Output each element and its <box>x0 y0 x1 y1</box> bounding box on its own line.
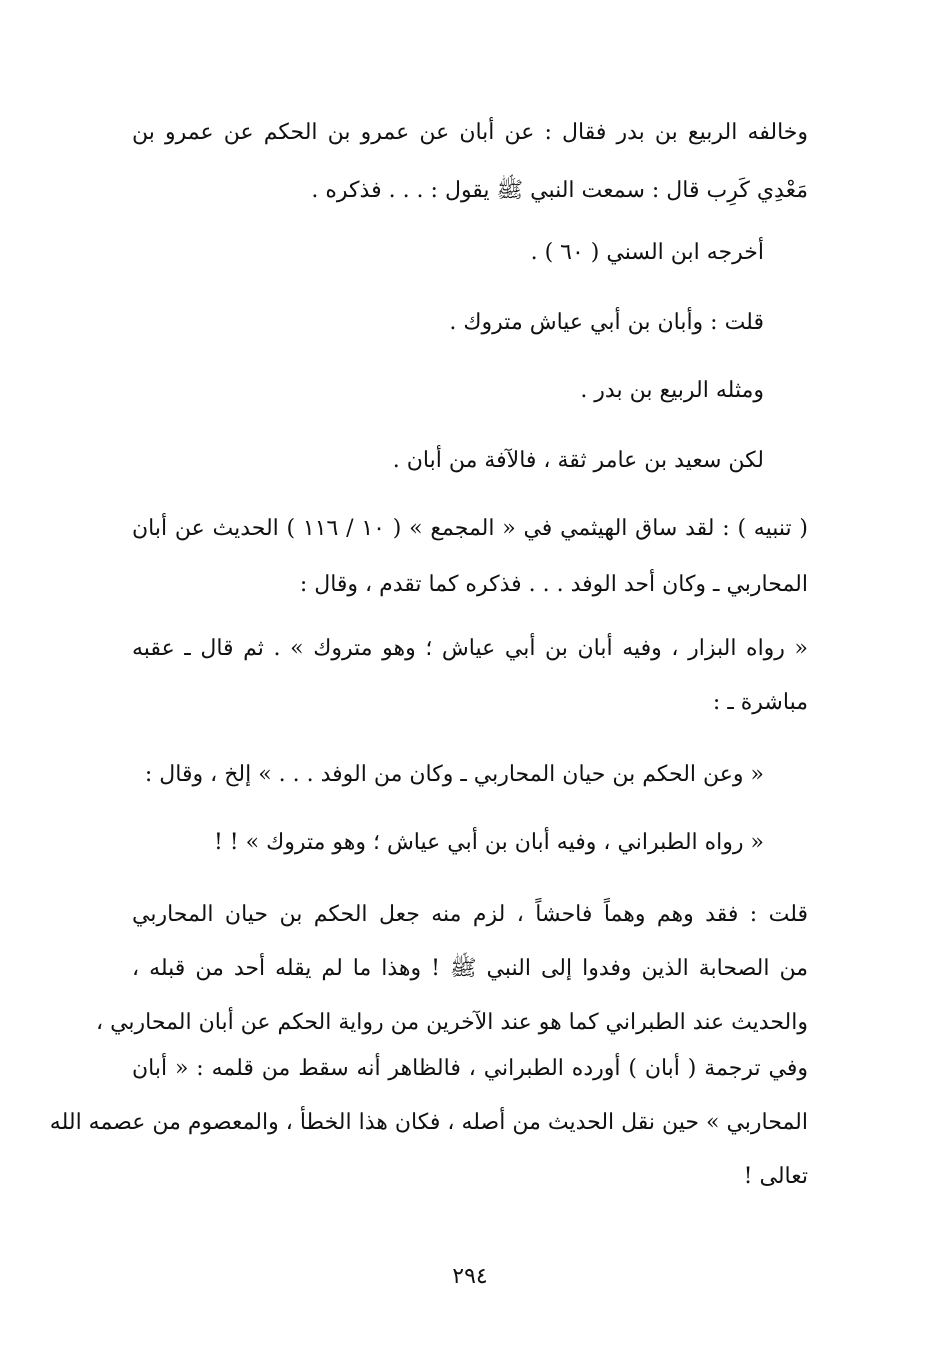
paragraph-10-line-1: قلت : فقد وهم وهماً فاحشاً ، لزم منه جعل الحكم بن حيان المحاربي <box>132 902 808 927</box>
paragraph-3: قلت : وأبان بن أبي عياش متروك . <box>449 310 764 335</box>
paragraph-8: « وعن الحكم بن حيان المحاربي ـ وكان من الوفد . . . » إلخ ، وقال : <box>144 762 764 787</box>
paragraph-10-line-4: وفي ترجمة ( أبان ) أورده الطبراني ، فالظاهر أنه سقط من قلمه : « أبان <box>132 1056 808 1081</box>
paragraph-10-line-3: والحديث عند الطبراني كما هو عند الآخرين من رواية الحكم عن أبان المحاربي ، <box>95 1010 808 1035</box>
paragraph-5: لكن سعيد بن عامر ثقة ، فالآفة من أبان . <box>392 448 764 473</box>
page-number: ٢٩٤ <box>452 1264 488 1289</box>
paragraph-1-line-1: وخالفه الربيع بن بدر فقال : عن أبان عن عمرو بن الحكم عن عمرو بن <box>132 120 808 145</box>
paragraph-6-line-1: ( تنبيه ) : لقد ساق الهيثمي في « المجمع » ( ١٠ / ١١٦ ) الحديث عن أبان <box>132 516 808 541</box>
paragraph-10-line-6: تعالى ! <box>743 1164 808 1189</box>
paragraph-10-line-5: المحاربي » حين نقل الحديث من أصله ، فكان هذا الخطأ ، والمعصوم من عصمه الله <box>49 1110 808 1135</box>
paragraph-7-line-1: « رواه البزار ، وفيه أبان بن أبي عياش ؛ وهو متروك » . ثم قال ـ عقبه <box>132 636 808 661</box>
paragraph-4: ومثله الربيع بن بدر . <box>580 378 764 403</box>
paragraph-1-line-2: مَعْدِي كَرِب قال : سمعت النبي ﷺ يقول : . . . فذكره . <box>311 178 808 203</box>
paragraph-9: « رواه الطبراني ، وفيه أبان بن أبي عياش ؛ وهو متروك » ! ! <box>213 830 764 855</box>
paragraph-6-line-2: المحاربي ـ وكان أحد الوفد . . . فذكره كما تقدم ، وقال : <box>299 572 808 597</box>
paragraph-10-line-2: من الصحابة الذين وفدوا إلى النبي ﷺ ! وهذا ما لم يقله أحد من قبله ، <box>132 956 808 981</box>
paragraph-7-line-2: مباشرة ـ : <box>712 690 808 715</box>
paragraph-2: أخرجه ابن السني ( ٦٠ ) . <box>530 240 764 265</box>
